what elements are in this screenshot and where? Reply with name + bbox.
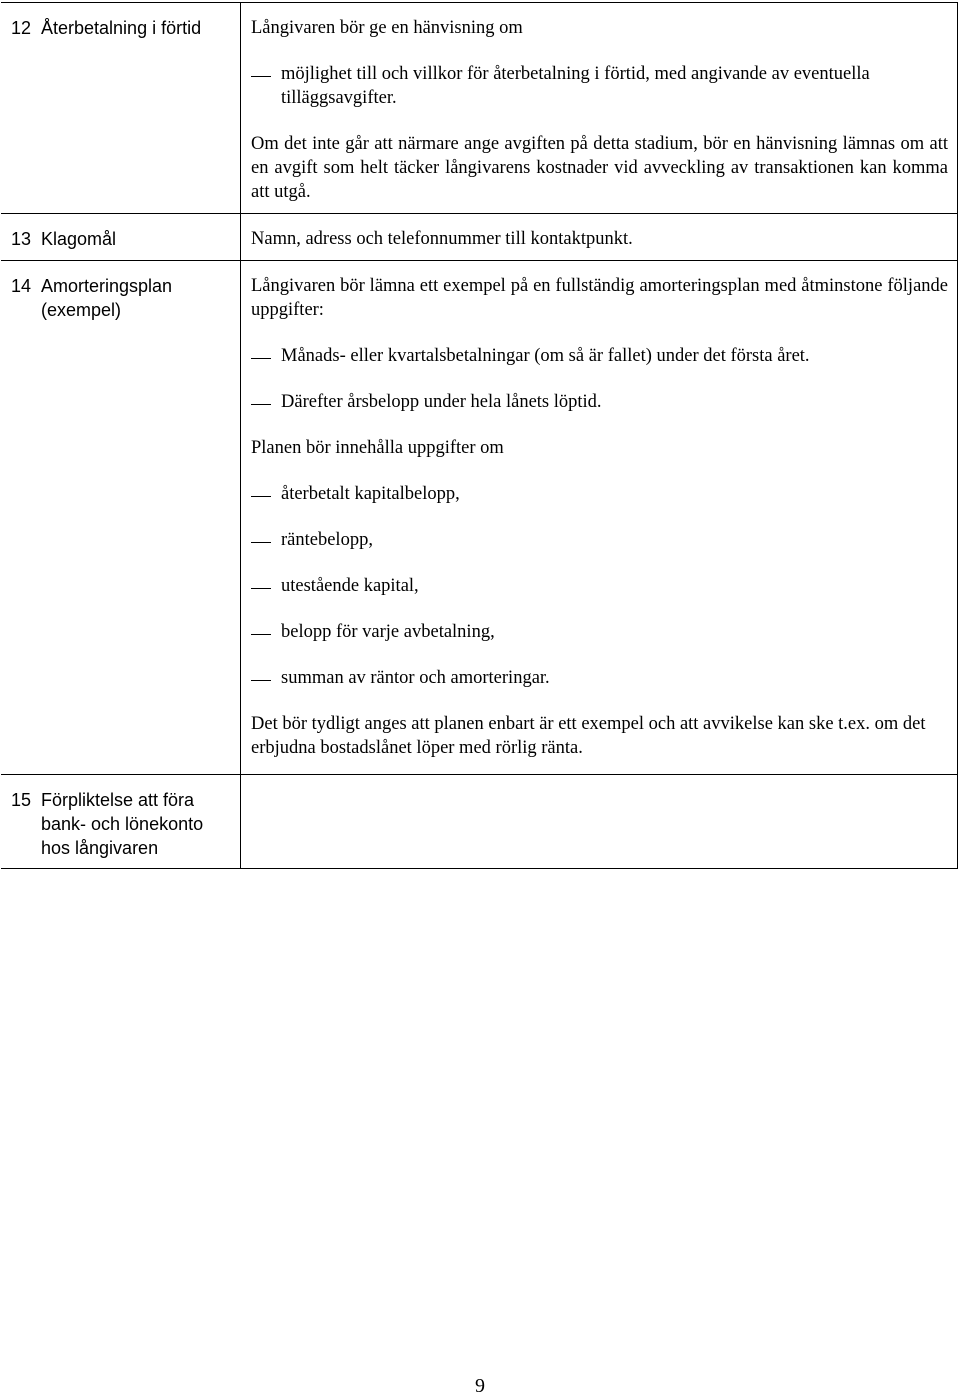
- table-row: [1, 261, 958, 775]
- row-number: 15: [11, 790, 32, 810]
- list-item: [251, 574, 948, 598]
- list-item-text: Månads- eller kvartalsbetalningar (om så är fallet) under det första året.: [281, 346, 810, 366]
- requirements-table: [1, 2, 958, 869]
- dash-bullet-icon: [251, 358, 271, 359]
- list-item-text: belopp för varje avbetalning,: [281, 622, 495, 642]
- dash-bullet-icon: [251, 76, 271, 77]
- row-content-cell: [241, 261, 958, 775]
- row-intro: Långivaren bör ge en hänvisning om: [251, 18, 523, 38]
- row-intro: Långivaren bör lämna ett exempel på en fullständig amorteringsplan med åtminstone följande uppgifter:: [251, 276, 948, 320]
- dash-bullet-icon: [251, 496, 271, 497]
- row-number: 12: [11, 18, 32, 38]
- list-item: [251, 666, 948, 690]
- list-item: [251, 528, 948, 552]
- row-title: Amorteringsplan (exempel): [41, 276, 173, 320]
- list-item-text: räntebelopp,: [281, 530, 373, 550]
- list-item-text: återbetalt kapitalbelopp,: [281, 484, 460, 504]
- row-title: Förpliktelse att föra bank- och lönekonto hos långivaren: [41, 790, 204, 858]
- list-item-text: utestående kapital,: [281, 576, 419, 596]
- list-item-text: Därefter årsbelopp under hela lånets löptid.: [281, 392, 602, 412]
- list-item: [251, 344, 948, 368]
- row-title: Återbetalning i förtid: [41, 18, 202, 38]
- row-paragraph: Om det inte går att närmare ange avgiften på detta stadium, bör en hänvisning lämnas om att en avgift som helt täcker långivarens kostnader vid avveckling av transaktionen kan komma att utgå.: [251, 134, 948, 202]
- list-item: [251, 62, 948, 110]
- row-heading-cell: [1, 3, 241, 214]
- list-item-text: summan av räntor och amorteringar.: [281, 668, 550, 688]
- page-number: 9: [475, 1375, 485, 1397]
- dash-bullet-icon: [251, 588, 271, 589]
- dash-bullet-icon: [251, 680, 271, 681]
- row-closing-text: Det bör tydligt anges att planen enbart är ett exempel och att avvikelse kan ske t.ex. om det erbjudna bostadslånet löper med rörlig ränta.: [251, 714, 926, 758]
- list-item: [251, 390, 948, 414]
- dash-bullet-icon: [251, 404, 271, 405]
- row-heading-cell: [1, 214, 241, 261]
- row-number: 13: [11, 229, 32, 249]
- table-row: [1, 775, 958, 869]
- row-number: 14: [11, 276, 32, 296]
- row-content-cell: [241, 3, 958, 214]
- table-row: [1, 214, 958, 261]
- dash-bullet-icon: [251, 542, 271, 543]
- table-row: [1, 3, 958, 214]
- row-text: Namn, adress och telefonnummer till kontaktpunkt.: [251, 229, 633, 249]
- list-item-text: möjlighet till och villkor för återbetalning i förtid, med angivande av eventuella tilläggsavgifter.: [281, 64, 870, 108]
- row-mid-text: Planen bör innehålla uppgifter om: [251, 438, 504, 458]
- list-item: [251, 620, 948, 644]
- list-item: [251, 482, 948, 506]
- row-heading-cell: [1, 261, 241, 775]
- row-content-cell: [241, 775, 958, 869]
- row-title: Klagomål: [41, 229, 117, 249]
- dash-bullet-icon: [251, 634, 271, 635]
- row-content-cell: [241, 214, 958, 261]
- row-heading-cell: [1, 775, 241, 869]
